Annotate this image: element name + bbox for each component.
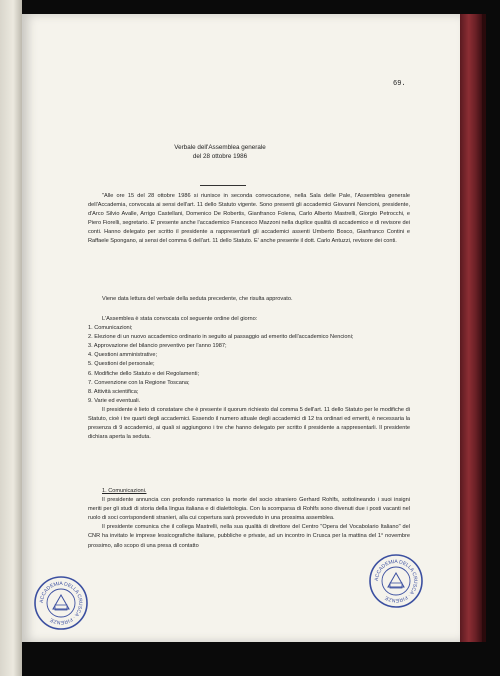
agenda-item: 9. Varie ed eventuali. bbox=[88, 397, 141, 404]
agenda-item: 7. Convenzione con la Regione Toscana; bbox=[88, 379, 190, 386]
section-1-block bbox=[88, 487, 410, 551]
title-line-2: del 28 ottobre 1986 bbox=[192, 153, 248, 160]
sieve-emblem-icon bbox=[53, 595, 69, 609]
agenda-item: 6. Modifiche dello Statuto e dei Regolamenti; bbox=[88, 370, 200, 377]
section-1-paragraph-2: Il presidente comunica che il collega Mastrelli, nella sua qualità di direttore del Centro "Opera del Vocabolario Italiano" del CNR ha invitato le imprese lessicografiche italiane, pubbliche e private, ad un incontro in Crusca per la mattina del 1° novembre prossimo, allo scopo di una presa di contatto bbox=[88, 524, 410, 549]
agenda-item: 1. Comunicazioni; bbox=[88, 325, 133, 332]
page-number: 69. bbox=[393, 80, 406, 88]
agenda-item: 5. Questioni del personale; bbox=[88, 361, 155, 368]
intro-paragraph-block bbox=[88, 192, 410, 247]
agenda-item: 4. Questioni amministrative; bbox=[88, 352, 158, 359]
agenda-item: 2. Elezione di un nuovo accademico ordinario in seguito al passaggio ad emerito dell'accademico Nencioni; bbox=[88, 334, 354, 341]
agenda-item: 3. Approvazione del bilancio preventivo per l'anno 1987; bbox=[88, 343, 227, 350]
section-1-heading-text: 1. Comunicazioni. bbox=[102, 488, 147, 494]
quorum-paragraph: Il presidente è lieto di constatare che è presente il quorum richiesto dal comma 5 dell'art. 11 dello Statuto per le modifiche di Statuto, cioè i tre quarti degli accademici. Essendo il numero attuale degli accademici di 12 tra ordinari ed emeriti, è necessaria la presenza di 9 accademici, ai quali si aggiungono i tre che hanno delegato per scritto il presidente a rappresentarli. Il presidente dichiara aperta la seduta. bbox=[88, 406, 410, 441]
document-title bbox=[120, 143, 320, 161]
book-binding bbox=[460, 14, 482, 642]
reading-paragraph: Viene data lettura del verbale della seduta precedente, che risulta approvato. bbox=[102, 296, 293, 302]
binding-edge bbox=[482, 14, 486, 642]
agenda-intro: L'Assemblea è stata convocata col seguente ordine del giorno: bbox=[102, 316, 258, 322]
agenda-item: 8. Attività scientifica; bbox=[88, 388, 139, 395]
stamp-right-text: ACCADEMIA DELLA CRUSCA · FIRENZE bbox=[373, 558, 419, 604]
title-divider bbox=[200, 185, 246, 186]
facing-page-edge bbox=[0, 0, 22, 676]
library-stamp-right bbox=[368, 553, 424, 609]
section-1-heading bbox=[88, 487, 410, 496]
intro-paragraph: "Alle ore 15 del 28 ottobre 1986 si riunisce in seconda convocazione, nella Sala delle Pale, l'Assemblea generale dell'Accademia, convocata ai sensi dell'art. 11 dello Statuto vigente. Sono presenti gli accademici Giovanni Nencioni, presidente, d'Arco Silvio Avalle, Arrigo Castellani, Domenico De Robertis, Gianfranco Folena, Carlo Alberto Mastrelli, Giorgio Petrocchi, e Piero Fiorelli, segretario. E' presente anche l'accademico Francesco Mazzoni nella duplice qualità di accademico e di revisore dei conti. Hanno delegato per scritto il presidente a rappresentarli gli accademici assenti Umberto Bosco, Gianfranco Contini e Raffaele Spongano, ai sensi del comma 6 dell'art. 11 dello Statuto. E' anche presente il dott. Carlo Antuzzi, revisore dei conti. bbox=[88, 193, 410, 245]
reading-paragraph-block bbox=[88, 295, 410, 304]
stamp-left-text: ACCADEMIA DELLA CRUSCA · FIRENZE bbox=[38, 580, 84, 626]
agenda-block bbox=[88, 315, 410, 442]
title-line-1: Verbale dell'Assemblea generale bbox=[174, 144, 266, 151]
section-1-paragraph-1: Il presidente annuncia con profondo rammarico la morte del socio straniero Gerhard Rohlfs, sottolineando i suoi insigni meriti per gli studi di storia della lingua italiana e di dialettologia. Con la scomparsa di Rohlfs sono divenuti due i posti vacanti nel ruolo di soci corrispondenti stranieri, alla cui copertura sarà provveduto in una prossima assemblea. bbox=[88, 497, 410, 522]
library-stamp-left bbox=[33, 575, 89, 631]
